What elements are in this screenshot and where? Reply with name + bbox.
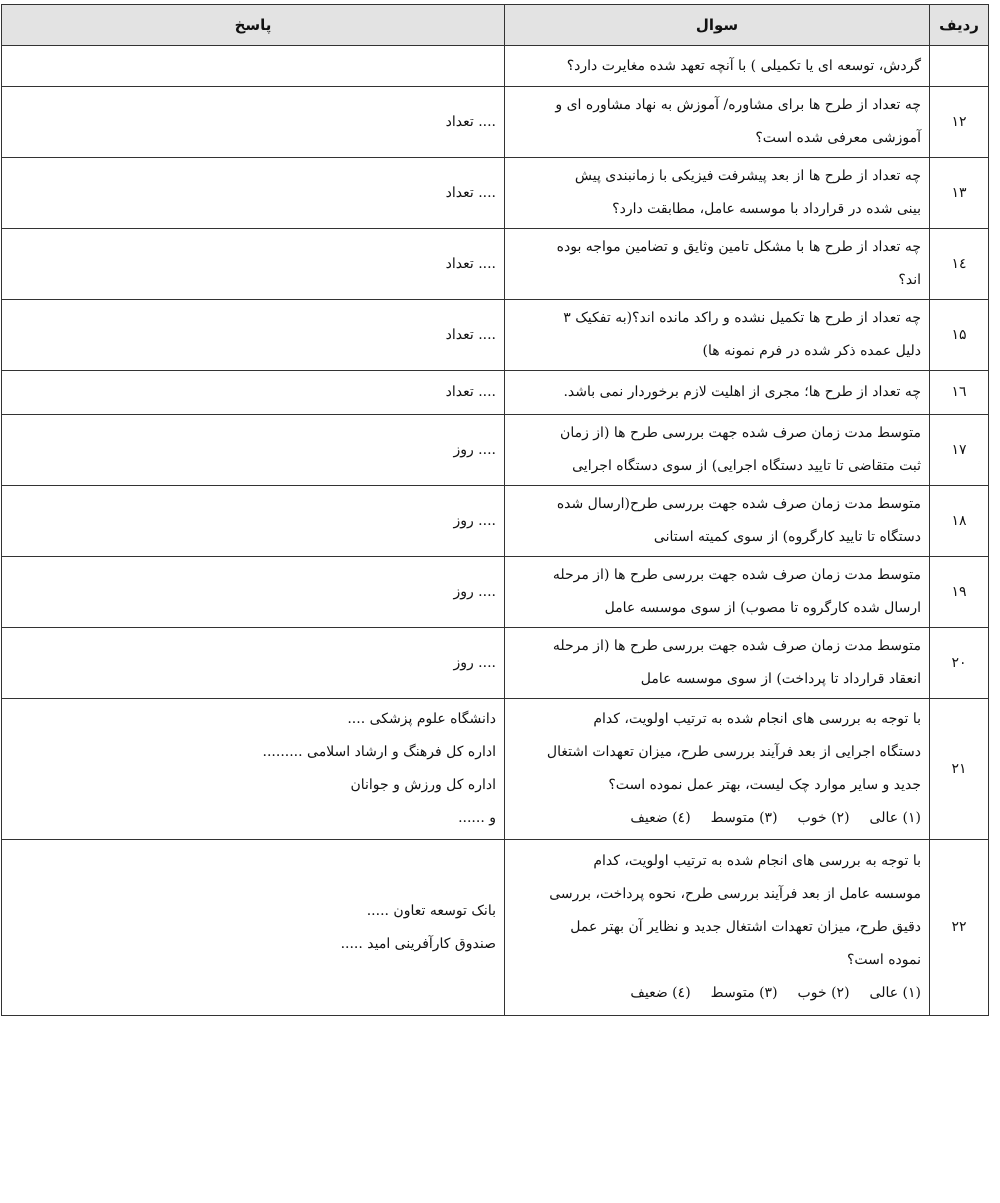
- question-line: ثبت متقاضی تا تایید دستگاه اجرایی) از سوی دستگاه اجرایی: [572, 458, 921, 474]
- answer-cell: [2, 229, 505, 300]
- table-row: [2, 158, 989, 229]
- answer-cell: [2, 840, 505, 1016]
- row-number: ۱۹: [930, 557, 989, 628]
- question-cell: [505, 557, 930, 628]
- question-line: چه تعداد از طرح ها برای مشاوره/ آموزش به نهاد مشاوره ای و: [555, 97, 921, 113]
- question-cell: [505, 46, 930, 87]
- question-cell: [505, 371, 930, 415]
- row-number: ۱۵: [930, 300, 989, 371]
- rating-option: (۲) خوب: [797, 985, 850, 1001]
- answer-cell: [2, 87, 505, 158]
- answer-line: .... تعداد: [445, 255, 496, 272]
- row-number: ۲۱: [930, 699, 989, 840]
- question-cell: [505, 699, 930, 840]
- question-cell: [505, 87, 930, 158]
- answer-line: .... تعداد: [445, 184, 496, 201]
- header-question: سوال: [505, 5, 930, 46]
- answer-cell: [2, 699, 505, 840]
- row-number: ۱٤: [930, 229, 989, 300]
- question-cell: [505, 300, 930, 371]
- table-row: [2, 699, 989, 840]
- question-line: دستگاه تا تایید کارگروه) از سوی کمیته استانی: [653, 529, 921, 545]
- answer-cell: [2, 46, 505, 87]
- answer-cell: [2, 557, 505, 628]
- rating-option: (۱) عالی: [869, 810, 921, 826]
- answer-line: .... تعداد: [445, 326, 496, 343]
- header-row: [2, 5, 989, 46]
- answer-cell: [2, 371, 505, 415]
- answer-line: اداره کل فرهنگ و ارشاد اسلامی .........: [262, 744, 496, 760]
- answer-cell: [2, 628, 505, 699]
- answer-line: صندوق کارآفرینی امید .....: [340, 935, 496, 952]
- row-number: ۱۲: [930, 87, 989, 158]
- question-cell: [505, 415, 930, 486]
- table-row: [2, 486, 989, 557]
- rating-options: [513, 977, 921, 1010]
- header-answer: پاسخ: [2, 5, 505, 46]
- table-row: [2, 46, 989, 87]
- answer-line: .... روز: [453, 512, 496, 529]
- answer-cell: [2, 415, 505, 486]
- question-line: گردش، توسعه ای یا تکمیلی ) با آنچه تعهد شده مغایرت دارد؟: [566, 57, 921, 74]
- question-line: دقیق طرح، میزان تعهدات اشتغال جدید و نظایر آن بهتر عمل: [570, 919, 921, 935]
- question-cell: [505, 229, 930, 300]
- question-line: نموده است؟: [846, 952, 921, 968]
- question-line: متوسط مدت زمان صرف شده جهت بررسی طرح ها (از مرحله: [552, 567, 921, 583]
- question-line: دلیل عمده ذکر شده در فرم نمونه ها): [702, 343, 921, 359]
- question-line: بینی شده در قرارداد با موسسه عامل، مطابقت دارد؟: [612, 201, 921, 217]
- rating-option: (۳) متوسط: [710, 985, 778, 1001]
- table-row: [2, 415, 989, 486]
- question-line: چه تعداد از طرح ها تکمیل نشده و راکد مانده اند؟(به تفکیک ۳: [563, 310, 921, 326]
- answer-line: بانک توسعه تعاون .....: [366, 902, 496, 919]
- rating-options: [513, 802, 921, 835]
- row-number: ۱٦: [930, 371, 989, 415]
- row-number: ۲۲: [930, 840, 989, 1016]
- question-line: انعقاد قرارداد تا پرداخت) از سوی موسسه عامل: [640, 671, 921, 687]
- question-cell: [505, 840, 930, 1016]
- answer-line: .... روز: [453, 583, 496, 600]
- table-row: [2, 87, 989, 158]
- question-line: چه تعداد از طرح ها با مشکل تامین وثایق و تضامین مواجه بوده: [556, 239, 921, 255]
- question-line: ارسال شده کارگروه تا مصوب) از سوی موسسه عامل: [604, 600, 921, 616]
- rating-option: (٤) ضعیف: [630, 985, 691, 1001]
- answer-cell: [2, 486, 505, 557]
- table-row: [2, 300, 989, 371]
- table-row: [2, 371, 989, 415]
- table-row: [2, 628, 989, 699]
- rating-option: (۲) خوب: [797, 810, 850, 826]
- row-number: ۱۳: [930, 158, 989, 229]
- table-row: [2, 557, 989, 628]
- question-line: چه تعداد از طرح ها از بعد پیشرفت فیزیکی با زمانبندی پیش: [574, 168, 921, 184]
- questionnaire-table: [1, 4, 989, 1016]
- question-line: دستگاه اجرایی از بعد فرآیند بررسی طرح، میزان تعهدات اشتغال: [546, 744, 921, 760]
- row-number: ۱۸: [930, 486, 989, 557]
- rating-option: (٤) ضعیف: [630, 810, 691, 826]
- question-line: متوسط مدت زمان صرف شده جهت بررسی طرح(ارسال شده: [556, 496, 921, 512]
- question-cell: [505, 158, 930, 229]
- answer-line: .... روز: [453, 441, 496, 458]
- rating-option: (۳) متوسط: [710, 810, 778, 826]
- answer-line: .... تعداد: [445, 384, 496, 400]
- rating-option: (۱) عالی: [869, 985, 921, 1001]
- header-row-number: ردیف: [930, 5, 989, 46]
- answer-line: .... روز: [453, 654, 496, 671]
- question-line: موسسه عامل از بعد فرآیند بررسی طرح، نحوه پرداخت، بررسی: [549, 886, 921, 902]
- question-line: متوسط مدت زمان صرف شده جهت بررسی طرح ها (از زمان: [560, 425, 921, 441]
- question-line: متوسط مدت زمان صرف شده جهت بررسی طرح ها (از مرحله: [552, 638, 921, 654]
- answer-line: و ......: [458, 810, 496, 826]
- table-row: [2, 840, 989, 1016]
- answer-line: دانشگاه علوم پزشکی ....: [347, 711, 496, 727]
- row-number: ۱۷: [930, 415, 989, 486]
- answer-cell: [2, 300, 505, 371]
- question-line: با توجه به بررسی های انجام شده به ترتیب اولویت، کدام: [593, 853, 921, 869]
- question-line: با توجه به بررسی های انجام شده به ترتیب اولویت، کدام: [593, 711, 921, 727]
- question-line: اند؟: [898, 272, 921, 288]
- question-line: چه تعداد از طرح ها؛ مجری از اهلیت لازم برخوردار نمی باشد.: [563, 384, 921, 400]
- question-line: آموزشی معرفی شده است؟: [755, 130, 921, 146]
- row-number: [930, 46, 989, 87]
- question-cell: [505, 628, 930, 699]
- table-row: [2, 229, 989, 300]
- question-line: جدید و سایر موارد چک لیست، بهتر عمل نموده است؟: [608, 777, 921, 793]
- answer-cell: [2, 158, 505, 229]
- answer-line: .... تعداد: [445, 113, 496, 130]
- answer-line: اداره کل ورزش و جوانان: [350, 777, 496, 793]
- row-number: ۲۰: [930, 628, 989, 699]
- question-cell: [505, 486, 930, 557]
